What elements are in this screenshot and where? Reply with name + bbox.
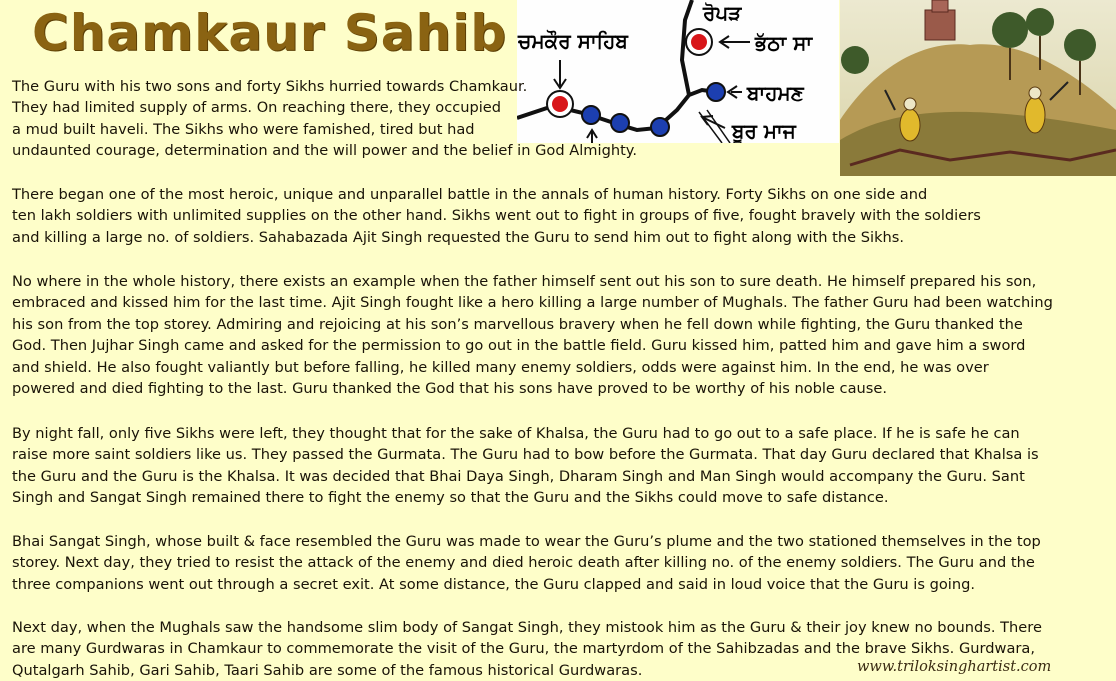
text-line: are many Gurdwaras in Chamkaur to commemorate the visit of the Guru, the martyrdom of the Sahibzadas and the brave Sikhs. Gurdwara, (12, 640, 1035, 658)
text-line: The Guru with his two sons and forty Sikhs hurried towards Chamkaur. (12, 78, 528, 95)
text-line: a mud built haveli. The Sikhs who were famished, tired but had (12, 120, 475, 138)
paragraph-arrival (12, 76, 637, 162)
battle-painting (840, 0, 1116, 176)
text-line: Qutalgarh Sahib, Gari Sahib, Taari Sahib are some of the famous historical Gurdwaras. (12, 661, 643, 679)
text-line: storey. Next day, they tried to resist the attack of the enemy and died heroic death after killing no. of the enemy soldiers. The Guru and the (12, 554, 1035, 572)
page-title: Chamkaur Sahib (32, 4, 508, 62)
text-line: powered and died fighting to the last. Guru thanked the God that his sons have proved to be worthy of his noble cause. (12, 380, 887, 398)
text-line: No where in the whole history, there exists an example when the father himself sent out his son to sure death. He himself prepared his son, (12, 273, 1037, 290)
footer-url[interactable]: www.triloksinghartist.com (857, 659, 1052, 675)
text-line: his son from the top storey. Admiring and rejoicing at his son’s marvellous bravery when he fell down while fighting, the Guru thanked the (12, 315, 1023, 333)
route-stop-4 (707, 83, 725, 101)
text-line: They had limited supply of arms. On reaching there, they occupied (12, 99, 502, 117)
paragraph-gurmata (12, 423, 1039, 509)
text-line: embraced and kissed him for the last time. Ajit Singh fought like a hero killing a large number of Mughals. The father Guru had been watching (12, 294, 1053, 312)
text-line: God. Then Jujhar Singh came and asked for the permission to go out in the battle field. Guru kissed him, patted him and gave him a sword (12, 337, 1026, 355)
arrow-icon (720, 36, 750, 48)
arrow-icon (728, 86, 742, 98)
text-line: Next day, when the Mughals saw the handsome slim body of Sangat Singh, they mistook him as the Guru & their joy knew no bounds. There (12, 619, 1042, 636)
text-line: and killing a large no. of soldiers. Sahabazada Ajit Singh requested the Guru to send him out to fight along with the Sikhs. (12, 228, 905, 246)
paragraph-battle (12, 184, 981, 248)
text-line: three companions went out through a secret exit. At some distance, the Guru clapped and said in loud voice that the Guru is going. (12, 575, 975, 593)
map-label-boor: ਬੂਰ ਮਾਜ (732, 119, 796, 143)
map-label-bhatha: ਭੱਠਾ ਸਾ (755, 31, 813, 55)
paragraph-sons (12, 271, 1053, 399)
map-label-chamkaur: ਚਮਕੌਰ ਸਾਹਿਬ (518, 29, 628, 53)
text-line: raise more saint soldiers like us. They passed the Gurmata. The Guru had to bow before the Gurmata. That day Guru declared that Khalsa is (12, 446, 1039, 464)
paragraph-sangat-singh (12, 531, 1041, 595)
route-stop-3 (651, 118, 669, 136)
arrow-icon (702, 116, 725, 128)
text-line: There began one of the most heroic, unique and unparallel battle in the annals of human history. Forty Sikhs on one side and (12, 186, 928, 203)
text-line: Singh and Sangat Singh remained there to fight the enemy so that the Guru and the Sikhs could move to safe distance. (12, 489, 889, 507)
text-line: Bhai Sangat Singh, whose built & face resembled the Guru was made to wear the Guru’s plume and the two stationed themselves in the top (12, 533, 1041, 550)
text-line: By night fall, only five Sikhs were left, they thought that for the sake of Khalsa, the Guru had to go out to a safe place. If he is safe he can (12, 425, 1020, 442)
map-label-ropar: ਰੋਪੜ (703, 1, 742, 25)
text-line: ten lakh soldiers with unlimited supplies on the other hand. Sikhs went out to fight in groups of five, fought bravely with the soldiers (12, 207, 981, 225)
text-line: the Guru and the Guru is the Khalsa. It was decided that Bhai Daya Singh, Dharam Singh and Man Singh would accompany the Guru. Sant (12, 467, 1025, 485)
text-line: and shield. He also fought valiantly but before falling, he killed many enemy soldiers, odds were against him. In the end, he was over (12, 358, 989, 376)
map-label-bahman: ਬਾਹਮਣ (747, 81, 804, 105)
text-line: undaunted courage, determination and the will power and the belief in God Almighty. (12, 142, 637, 160)
